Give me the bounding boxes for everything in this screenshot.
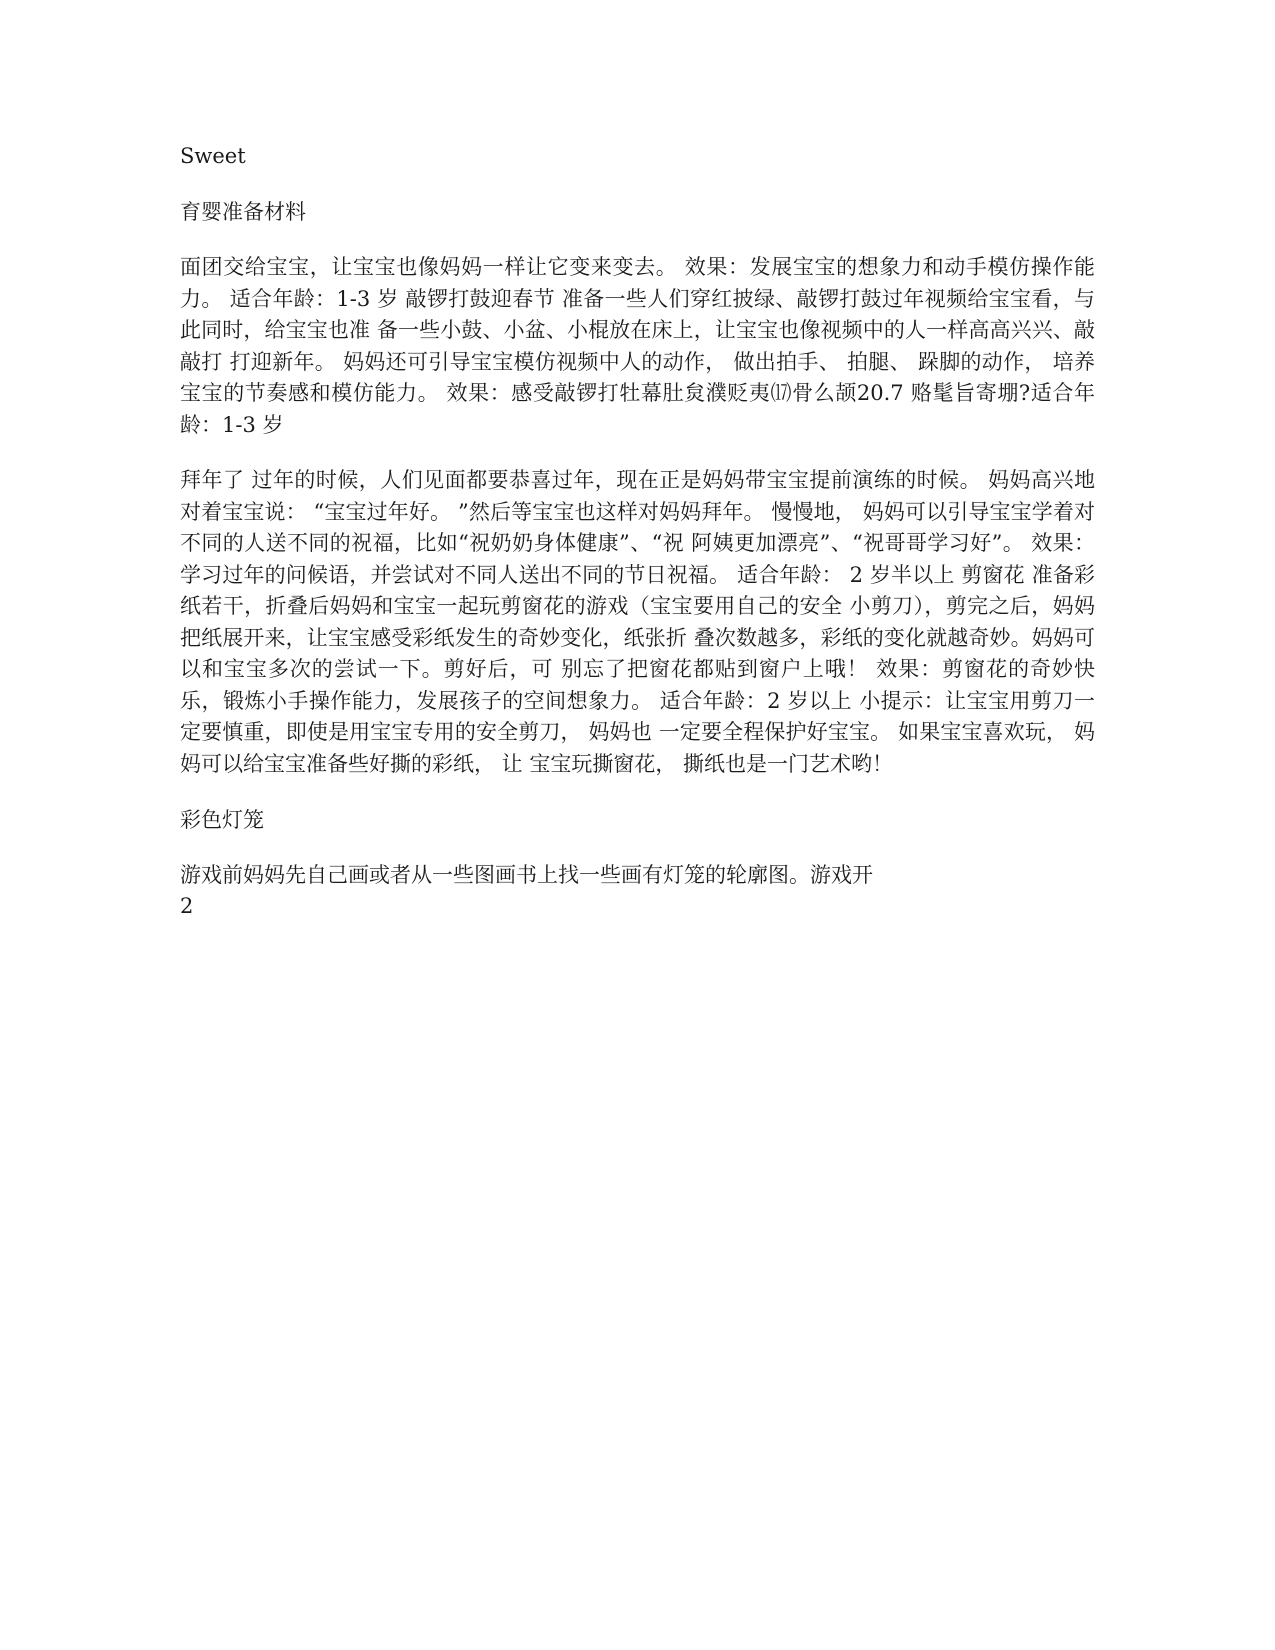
- heading-sweet: Sweet: [180, 144, 246, 168]
- page-number: 2: [180, 893, 194, 918]
- heading-materials: 育婴准备材料: [180, 200, 306, 224]
- document-page: [180, 140, 1095, 920]
- paragraph-dough-drums: 面团交给宝宝，让宝宝也像妈妈一样让它变来变去。 效果：发展宝宝的想象力和动手模仿操作能力。 适合年龄：1-3 岁 敲锣打鼓迎春节 准备一些人们穿红披绿、敲锣打鼓过年视频给宝宝看，与此同时，给宝宝也准 备一些小鼓、小盆、小棍放在床上，让宝宝也像视频中的人一样高高兴兴、敲敲打 打迎新年。 妈妈还可引导宝宝模仿视频中人的动作， 做出拍手、 拍腿、 跺脚的动作， 培养宝宝的节奏感和模仿能力。 效果：感受敲锣打牡幕肚炱濮贬夷⒄骨么颉20.7 赂髦旨寄堋?适合年龄：1-3 岁: [180, 255, 1095, 437]
- heading-lantern: 彩色灯笼: [180, 808, 264, 832]
- paragraph-new-year-paper-cutting: 拜年了 过年的时候，人们见面都要恭喜过年，现在正是妈妈带宝宝提前演练的时候。 妈妈高兴地对着宝宝说： “宝宝过年好。 ”然后等宝宝也这样对妈妈拜年。 慢慢地， 妈妈可以引导宝宝学着对不同的人送不同的祝福，比如“祝奶奶身体健康”、“祝 阿姨更加漂亮”、“祝哥哥学习好”。 效果：学习过年的问候语，并尝试对不同人送出不同的节日祝福。 适合年龄： 2 岁半以上 剪窗花 准备彩纸若干，折叠后妈妈和宝宝一起玩剪窗花的游戏（宝宝要用自己的安全 小剪刀），剪完之后，妈妈把纸展开来，让宝宝感受彩纸发生的奇妙变化，纸张折 叠次数越多，彩纸的变化就越奇妙。妈妈可以和宝宝多次的尝试一下。剪好后，可 别忘了把窗花都贴到窗户上哦！ 效果：剪窗花的奇妙快乐，锻炼小手操作能力，发展孩子的空间想象力。 适合年龄：2 岁以上 小提示：让宝宝用剪刀一定要慎重，即使是用宝宝专用的安全剪刀， 妈妈也 一定要全程保护好宝宝。 如果宝宝喜欢玩， 妈妈可以给宝宝准备些好撕的彩纸， 让 宝宝玩撕窗花， 撕纸也是一门艺术哟！: [180, 468, 1095, 776]
- paragraph-lantern-intro: 游戏前妈妈先自己画或者从一些图画书上找一些画有灯笼的轮廓图。游戏开: [180, 863, 873, 887]
